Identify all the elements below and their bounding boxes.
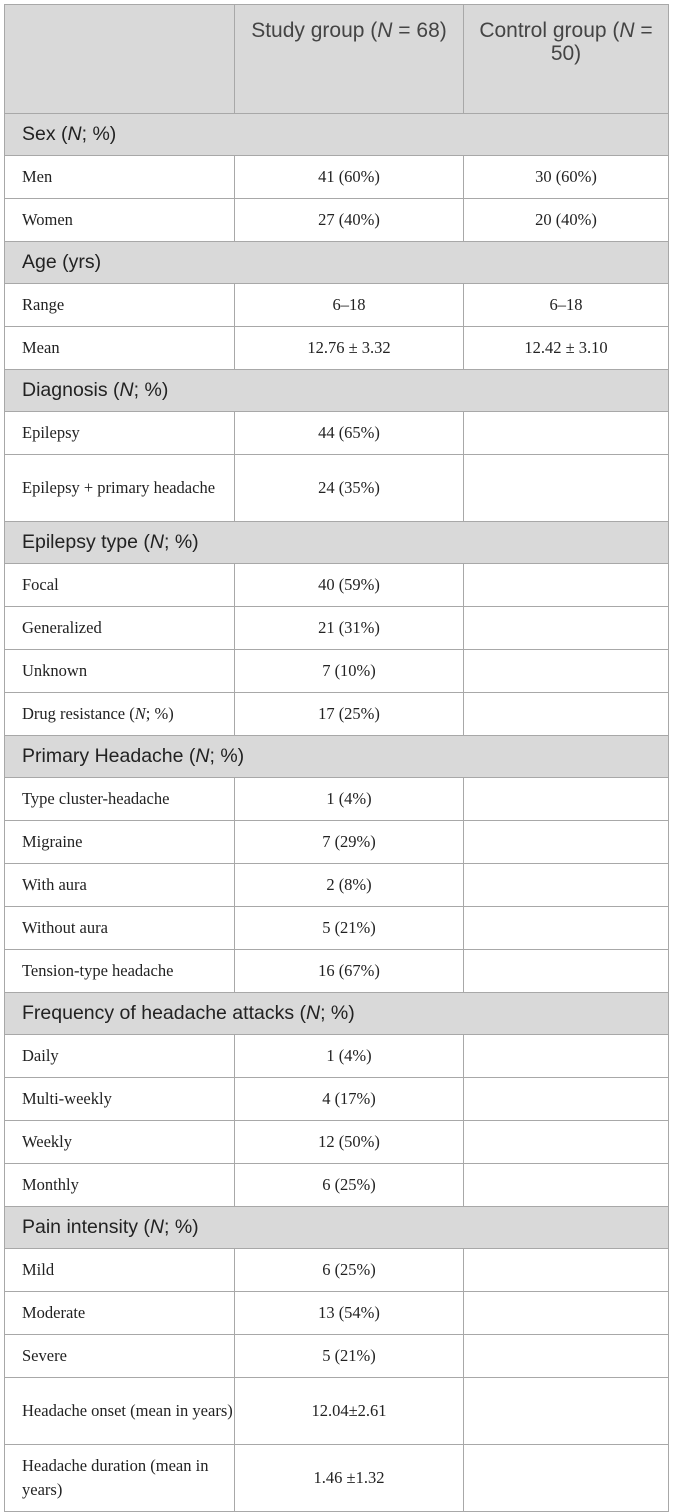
study-value: 5 (21%) (235, 1335, 464, 1378)
table-row (5, 1335, 669, 1378)
control-value (464, 1335, 669, 1378)
row-label: Epilepsy + primary headache (5, 455, 235, 522)
row-label: Range (5, 284, 235, 327)
row-label: With aura (5, 864, 235, 907)
table-row (5, 284, 669, 327)
row-label: Women (5, 199, 235, 242)
study-value: 41 (60%) (235, 156, 464, 199)
study-value: 6 (25%) (235, 1249, 464, 1292)
control-value (464, 1078, 669, 1121)
study-value: 24 (35%) (235, 455, 464, 522)
control-value: 6–18 (464, 284, 669, 327)
table-row (5, 1035, 669, 1078)
control-value (464, 607, 669, 650)
control-value (464, 778, 669, 821)
section-title: Age (yrs) (5, 242, 669, 284)
row-label: Migraine (5, 821, 235, 864)
study-value: 7 (29%) (235, 821, 464, 864)
study-value: 13 (54%) (235, 1292, 464, 1335)
study-value: 21 (31%) (235, 607, 464, 650)
table-row (5, 778, 669, 821)
header-study-group: Study group (N = 68) (235, 5, 464, 114)
study-value: 27 (40%) (235, 199, 464, 242)
study-value: 6 (25%) (235, 1164, 464, 1207)
table-row (5, 693, 669, 736)
control-value (464, 1292, 669, 1335)
control-value (464, 907, 669, 950)
control-value (464, 650, 669, 693)
control-value (464, 564, 669, 607)
study-value: 5 (21%) (235, 907, 464, 950)
table-row (5, 1078, 669, 1121)
table-header (5, 5, 669, 114)
section-title: Pain intensity (N; %) (5, 1207, 669, 1249)
study-value: 44 (65%) (235, 412, 464, 455)
control-value (464, 950, 669, 993)
table-row (5, 564, 669, 607)
table-row (5, 455, 669, 522)
control-value: 12.42 ± 3.10 (464, 327, 669, 370)
table-row (5, 1445, 669, 1512)
row-label: Tension-type headache (5, 950, 235, 993)
table-row (5, 1121, 669, 1164)
control-value (464, 1164, 669, 1207)
table-row (5, 864, 669, 907)
row-label: Generalized (5, 607, 235, 650)
section-header-row (5, 1207, 669, 1249)
table-row (5, 950, 669, 993)
control-value (464, 864, 669, 907)
table-body (5, 114, 669, 1512)
table-row (5, 907, 669, 950)
table-row (5, 1292, 669, 1335)
row-label: Without aura (5, 907, 235, 950)
study-value: 40 (59%) (235, 564, 464, 607)
row-label: Drug resistance (N; %) (5, 693, 235, 736)
row-label: Severe (5, 1335, 235, 1378)
section-header-row (5, 370, 669, 412)
header-row (5, 5, 669, 114)
table-row (5, 821, 669, 864)
table-row (5, 1164, 669, 1207)
control-value (464, 455, 669, 522)
study-value: 1 (4%) (235, 1035, 464, 1078)
table-row (5, 1249, 669, 1292)
table-row (5, 650, 669, 693)
row-label: Monthly (5, 1164, 235, 1207)
control-value: 20 (40%) (464, 199, 669, 242)
row-label: Mean (5, 327, 235, 370)
study-value: 6–18 (235, 284, 464, 327)
control-value (464, 693, 669, 736)
section-title: Diagnosis (N; %) (5, 370, 669, 412)
study-value: 1 (4%) (235, 778, 464, 821)
row-label: Focal (5, 564, 235, 607)
demographics-table (4, 4, 669, 1512)
row-label: Mild (5, 1249, 235, 1292)
study-value: 16 (67%) (235, 950, 464, 993)
control-value (464, 1378, 669, 1445)
control-value (464, 1249, 669, 1292)
section-title: Epilepsy type (N; %) (5, 522, 669, 564)
row-label: Headache onset (mean in years) (5, 1378, 235, 1445)
section-header-row (5, 522, 669, 564)
control-value (464, 821, 669, 864)
row-label: Epilepsy (5, 412, 235, 455)
row-label: Type cluster-headache (5, 778, 235, 821)
table-row (5, 327, 669, 370)
study-value: 12 (50%) (235, 1121, 464, 1164)
control-value: 30 (60%) (464, 156, 669, 199)
header-label-cell (5, 5, 235, 114)
section-header-row (5, 114, 669, 156)
control-value (464, 412, 669, 455)
table-row (5, 607, 669, 650)
section-title: Primary Headache (N; %) (5, 736, 669, 778)
row-label: Daily (5, 1035, 235, 1078)
control-value (464, 1035, 669, 1078)
study-value: 17 (25%) (235, 693, 464, 736)
section-header-row (5, 993, 669, 1035)
row-label: Moderate (5, 1292, 235, 1335)
study-value: 2 (8%) (235, 864, 464, 907)
study-value: 12.04±2.61 (235, 1378, 464, 1445)
section-header-row (5, 736, 669, 778)
study-value: 4 (17%) (235, 1078, 464, 1121)
table-row (5, 1378, 669, 1445)
section-title: Sex (N; %) (5, 114, 669, 156)
study-value: 12.76 ± 3.32 (235, 327, 464, 370)
row-label: Unknown (5, 650, 235, 693)
study-value: 1.46 ±1.32 (235, 1445, 464, 1512)
control-value (464, 1445, 669, 1512)
row-label: Multi-weekly (5, 1078, 235, 1121)
row-label: Weekly (5, 1121, 235, 1164)
table-row (5, 412, 669, 455)
section-title: Frequency of headache attacks (N; %) (5, 993, 669, 1035)
section-header-row (5, 242, 669, 284)
header-control-group: Control group (N = 50) (464, 5, 669, 114)
row-label: Headache duration (mean in years) (5, 1445, 235, 1512)
study-value: 7 (10%) (235, 650, 464, 693)
table-row (5, 156, 669, 199)
table-row (5, 199, 669, 242)
control-value (464, 1121, 669, 1164)
row-label: Men (5, 156, 235, 199)
